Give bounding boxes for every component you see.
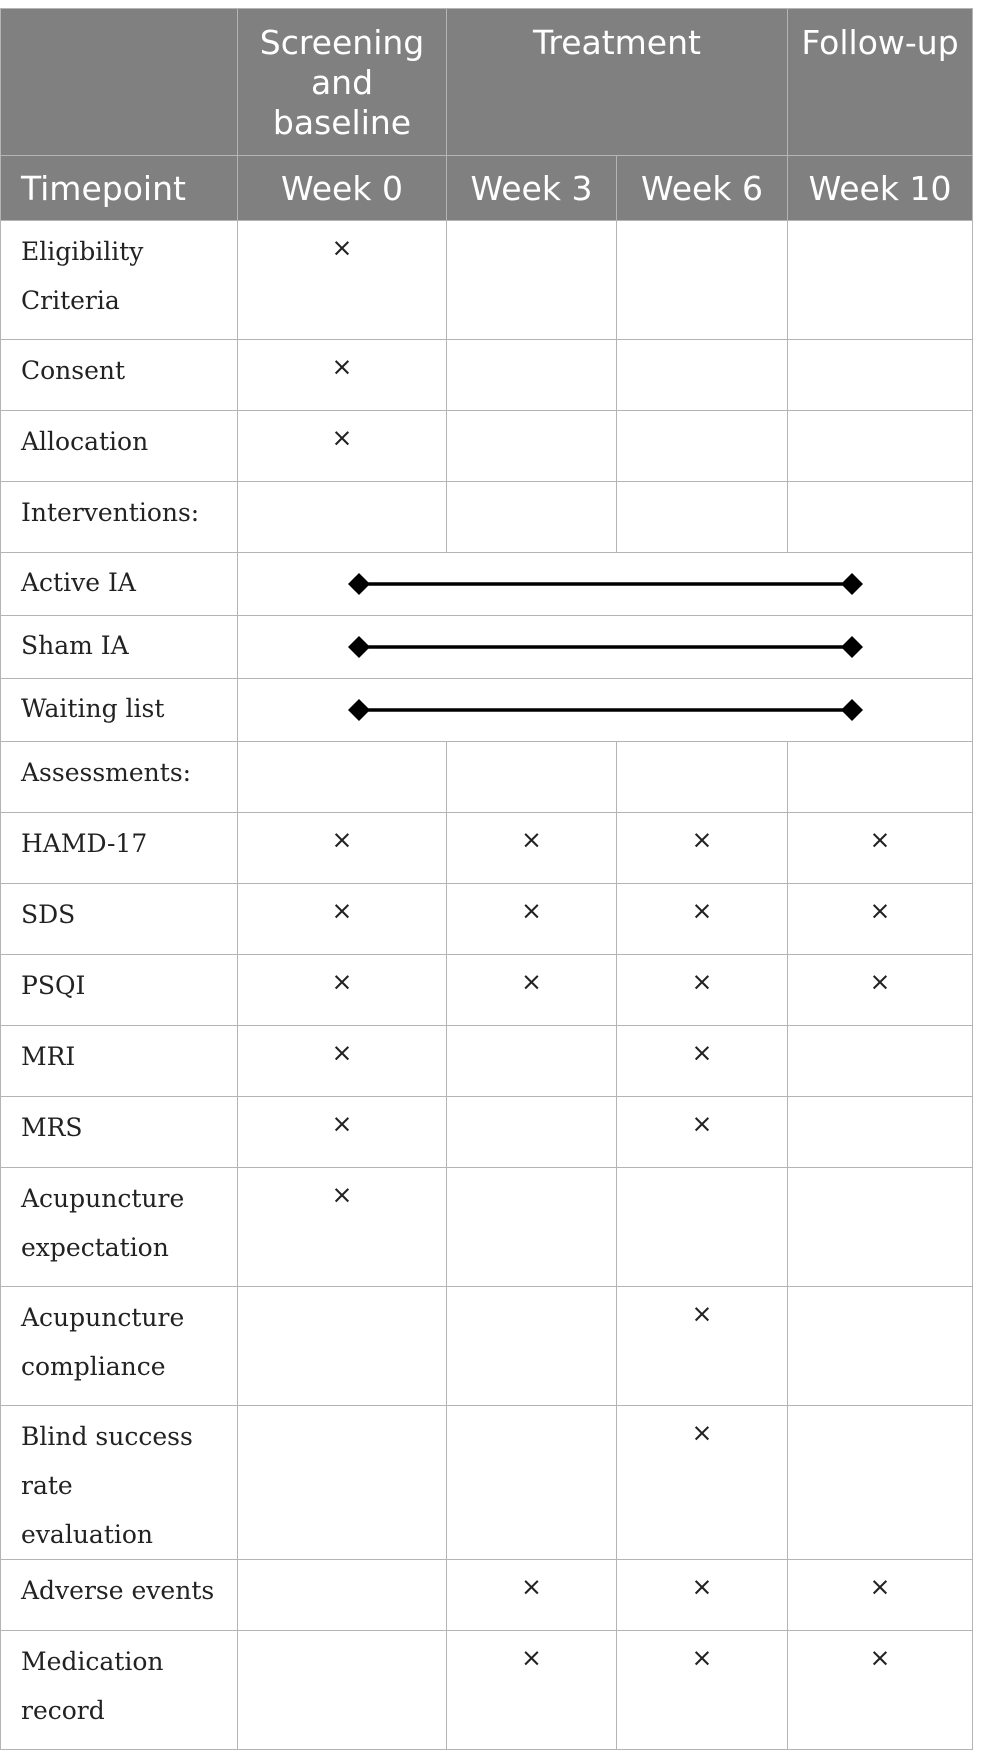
header-blank (1, 9, 238, 156)
empty-cell (447, 1168, 617, 1287)
check-mark: × (788, 884, 973, 955)
empty-cell (447, 411, 617, 482)
start-diamond-icon (348, 636, 370, 658)
empty-cell (788, 1026, 973, 1097)
empty-cell (617, 482, 788, 553)
phase-follow-up: Follow-up (788, 9, 973, 156)
check-mark: × (238, 221, 447, 340)
week-6: Week 6 (617, 156, 788, 221)
week-3: Week 3 (447, 156, 617, 221)
check-mark: × (447, 1631, 617, 1750)
check-mark: × (788, 1631, 973, 1750)
row-label: Assessments: (1, 742, 238, 813)
start-diamond-icon (348, 699, 370, 721)
empty-cell (788, 411, 973, 482)
empty-cell (447, 482, 617, 553)
schedule-body (1, 221, 973, 1750)
row-label: Acupuncture compliance (1, 1287, 238, 1406)
empty-cell (447, 742, 617, 813)
check-mark: × (238, 340, 447, 411)
check-mark: × (238, 1026, 447, 1097)
table-row (1, 742, 973, 813)
empty-cell (238, 1287, 447, 1406)
empty-cell (238, 742, 447, 813)
table-row (1, 1026, 973, 1097)
intervention-duration-bar (238, 553, 973, 616)
row-label: Sham IA (1, 616, 238, 679)
check-mark: × (617, 1631, 788, 1750)
empty-cell (447, 1097, 617, 1168)
check-mark: × (238, 884, 447, 955)
empty-cell (238, 482, 447, 553)
empty-cell (788, 482, 973, 553)
check-mark: × (788, 955, 973, 1026)
end-diamond-icon (841, 573, 863, 595)
table-row (1, 340, 973, 411)
intervention-duration-bar (238, 616, 973, 679)
row-label: PSQI (1, 955, 238, 1026)
phase-screening: Screening and baseline (238, 9, 447, 156)
row-label: Allocation (1, 411, 238, 482)
check-mark: × (447, 955, 617, 1026)
empty-cell (617, 1168, 788, 1287)
table-row (1, 1097, 973, 1168)
row-label: HAMD-17 (1, 813, 238, 884)
row-label: Active IA (1, 553, 238, 616)
check-mark: × (238, 1097, 447, 1168)
table-row (1, 1287, 973, 1406)
phase-treatment: Treatment (447, 9, 788, 156)
empty-cell (617, 742, 788, 813)
empty-cell (788, 742, 973, 813)
empty-cell (447, 340, 617, 411)
empty-cell (238, 1406, 447, 1560)
empty-cell (238, 1631, 447, 1750)
empty-cell (447, 1026, 617, 1097)
check-mark: × (617, 1026, 788, 1097)
empty-cell (617, 411, 788, 482)
phase-header-row (1, 9, 973, 156)
row-label: MRS (1, 1097, 238, 1168)
week-header-row (1, 156, 973, 221)
empty-cell (788, 1406, 973, 1560)
check-mark: × (617, 1097, 788, 1168)
row-label: MRI (1, 1026, 238, 1097)
timepoint-label: Timepoint (1, 156, 238, 221)
check-mark: × (617, 955, 788, 1026)
check-mark: × (617, 884, 788, 955)
row-label: Acupuncture expectation (1, 1168, 238, 1287)
empty-cell (788, 1287, 973, 1406)
table-row (1, 679, 973, 742)
empty-cell (447, 221, 617, 340)
check-mark: × (617, 813, 788, 884)
table-row (1, 884, 973, 955)
row-label: Waiting list (1, 679, 238, 742)
table-row (1, 955, 973, 1026)
empty-cell (788, 1097, 973, 1168)
table-row (1, 553, 973, 616)
check-mark: × (447, 1560, 617, 1631)
check-mark: × (617, 1560, 788, 1631)
start-diamond-icon (348, 573, 370, 595)
end-diamond-icon (841, 699, 863, 721)
check-mark: × (447, 884, 617, 955)
row-label: SDS (1, 884, 238, 955)
row-label: Adverse events (1, 1560, 238, 1631)
row-label: Interventions: (1, 482, 238, 553)
table-row (1, 1406, 973, 1560)
check-mark: × (238, 411, 447, 482)
table-row (1, 482, 973, 553)
check-mark: × (788, 1560, 973, 1631)
table-row (1, 221, 973, 340)
check-mark: × (447, 813, 617, 884)
empty-cell (617, 340, 788, 411)
schedule-table (0, 8, 973, 1750)
table-row (1, 1631, 973, 1750)
check-mark: × (788, 813, 973, 884)
empty-cell (788, 340, 973, 411)
empty-cell (238, 1560, 447, 1631)
empty-cell (788, 221, 973, 340)
table-row (1, 616, 973, 679)
empty-cell (617, 221, 788, 340)
row-label: Consent (1, 340, 238, 411)
week-10: Week 10 (788, 156, 973, 221)
table-row (1, 411, 973, 482)
check-mark: × (617, 1406, 788, 1560)
empty-cell (788, 1168, 973, 1287)
table-row (1, 1168, 973, 1287)
row-label: Eligibility Criteria (1, 221, 238, 340)
check-mark: × (238, 813, 447, 884)
end-diamond-icon (841, 636, 863, 658)
empty-cell (447, 1287, 617, 1406)
empty-cell (447, 1406, 617, 1560)
row-label: Medication record (1, 1631, 238, 1750)
table-row (1, 1560, 973, 1631)
check-mark: × (617, 1287, 788, 1406)
intervention-duration-bar (238, 679, 973, 742)
table-row (1, 813, 973, 884)
row-label: Blind success rate evaluation (1, 1406, 238, 1560)
week-0: Week 0 (238, 156, 447, 221)
check-mark: × (238, 955, 447, 1026)
check-mark: × (238, 1168, 447, 1287)
